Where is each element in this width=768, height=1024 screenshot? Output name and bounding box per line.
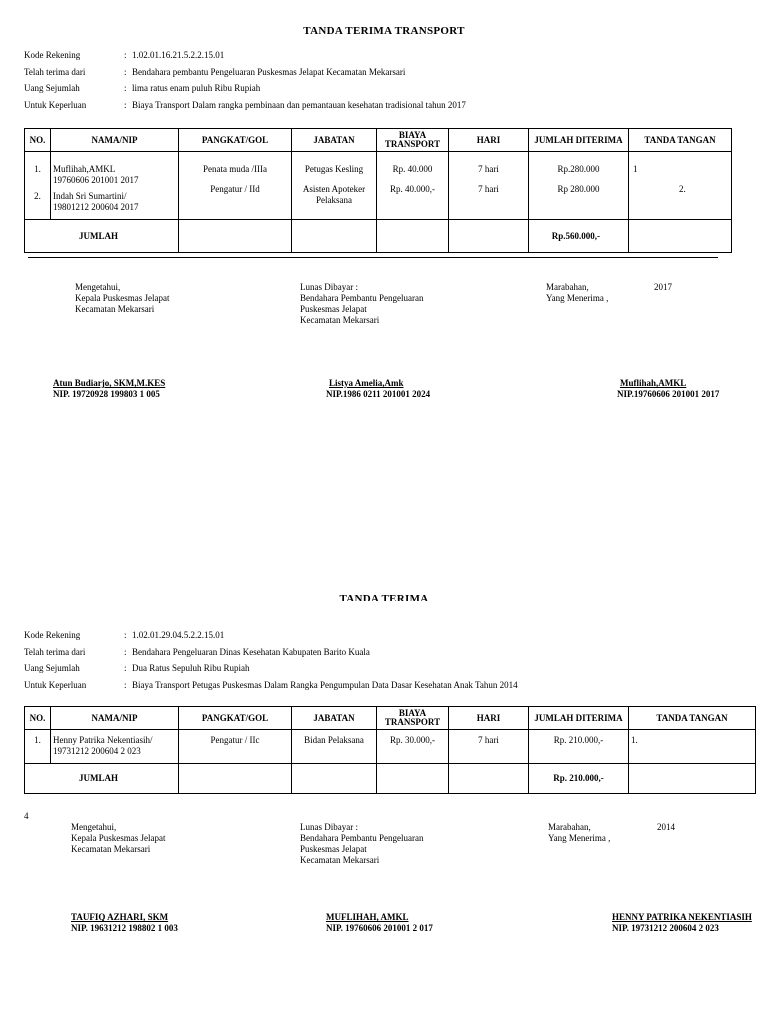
doc1-meta-sejumlah [24,82,260,94]
meta-label: Untuk Keperluan [24,680,87,690]
col-header-pangkat: PANGKAT/GOL [179,129,292,152]
cell-empty [449,764,529,794]
sign-line: Bendahara Pembantu Pengeluaran [300,293,424,303]
doc1-meta-keperluan [24,99,466,111]
doc2-title: TANDA TERIMA [339,593,429,601]
row-name: Muflihah,AMKL [53,164,116,174]
row-jumlah: Rp. 210.000,- [529,730,629,764]
row-ttd: 1. [629,730,756,764]
doc2-meta-dari [24,646,370,658]
meta-sep: : [124,680,127,690]
sign-line: Kecamatan Mekarsari [75,304,155,314]
col-header-hari: HARI [449,707,529,730]
cell-nama [51,730,179,764]
signer-name: MUFLIHAH, AMKL [326,912,409,922]
doc1-signer-left [53,378,165,400]
meta-label: Uang Sejumlah [24,83,80,93]
cell-empty [179,764,292,794]
sign-line: Puskesmas Jelapat [300,304,367,314]
table-total-row [25,764,756,794]
sign-line: Puskesmas Jelapat [300,844,367,854]
meta-label: Kode Rekening [24,50,81,60]
total-value: Rp.560.000,- [529,220,629,253]
col-header-nama: NAMA/NIP [51,707,179,730]
row-ttd: 2. [679,184,686,194]
row-biaya: Rp. 40.000,- [390,184,435,194]
col-header-biaya: BIAYA TRANSPORT [377,707,449,730]
cell-empty [179,220,292,253]
col-header-no: NO. [25,707,51,730]
doc1-meta-dari [24,66,405,78]
cell-jumlah [529,152,629,220]
sign-line: Kecamatan Mekarsari [71,844,151,854]
cell-empty [377,764,449,794]
cell-nama [51,152,179,220]
signer-name: TAUFIQ AZHARI, SKM [71,912,169,922]
doc1-sign-mid [300,282,423,326]
signer-nip: NIP. 19731212 200604 2 023 [612,923,719,933]
row-jabatan: Asisten Apoteker Pelaksana [302,184,366,205]
cell-empty [629,764,756,794]
cell-empty [292,220,377,253]
cell-ttd [629,152,732,220]
meta-value: Bendahara pembantu Pengeluaran Puskesmas Jelapat Kecamatan Mekarsari [132,67,406,77]
signer-name: Atun Budiarjo, SKM,M.KES [53,378,166,388]
doc1-sign-year: 2017 [654,282,672,292]
total-label: JUMLAH [25,764,179,794]
col-header-no: NO. [25,129,51,152]
doc1-meta-kode [24,49,224,61]
doc1-sign-right [546,282,608,304]
meta-value: Dua Ratus Sepuluh Ribu Rupiah [132,663,250,673]
sign-line: Mengetahui, [71,822,117,832]
meta-sep: : [124,100,127,110]
sign-line: Kecamatan Mekarsari [300,315,380,325]
table-header-row [25,707,756,730]
row-no: 1. [34,164,41,174]
doc2-table [24,706,756,794]
col-header-hari: HARI [449,129,529,152]
sign-line: Lunas Dibayar : [300,282,358,292]
cell-pangkat [179,152,292,220]
row-jabatan: Petugas Kesling [304,164,364,174]
row-pangkat: Penata muda /IIIa [203,164,267,174]
meta-label: Uang Sejumlah [24,663,80,673]
doc2-meta-sejumlah [24,662,250,674]
meta-label: Kode Rekening [24,630,81,640]
cell-empty [377,220,449,253]
table-row [25,152,732,220]
doc1-sign-left [75,282,169,315]
meta-sep: : [124,83,127,93]
doc2-meta-keperluan [24,679,518,691]
row-nip: 19760606 201001 2017 [53,175,139,185]
signer-nip: NIP. 19631212 198802 1 003 [71,923,178,933]
row-ttd: 1 [633,164,638,174]
signer-nip: NIP. 19720928 199803 1 005 [53,389,160,399]
col-header-jumlah: JUMLAH DITERIMA [529,129,629,152]
col-header-ttd: TANDA TANGAN [629,707,756,730]
row-jabatan: Bidan Pelaksana [292,730,377,764]
signer-name: HENNY PATRIKA NEKENTIASIH [612,912,752,922]
meta-sep: : [124,647,127,657]
page-mark: 4 [24,811,29,821]
table-row [25,730,756,764]
doc2-signer-mid [326,912,433,934]
row-nip: 19801212 200604 2017 [53,202,139,212]
doc1-signer-mid [326,378,430,400]
row-hari: 7 hari [478,184,499,194]
row-pangkat: Pengatur / IId [210,184,260,194]
doc2-sign-right [548,822,610,844]
meta-value: Biaya Transport Dalam rangka pembinaan dan pemantauan kesehatan tradisional tahun 2017 [132,100,466,110]
doc1-title: TANDA TERIMA TRANSPORT [303,25,465,37]
signer-name: Muflihah,AMKL [620,378,687,388]
col-header-jumlah: JUMLAH DITERIMA [529,707,629,730]
row-biaya: Rp. 30.000,- [377,730,449,764]
total-label: JUMLAH [25,220,179,253]
row-name: Indah Sri Sumartini/ [53,191,127,201]
col-header-pangkat: PANGKAT/GOL [179,707,292,730]
signer-name: Listya Amelia,Amk [329,378,404,388]
doc1-table [24,128,732,253]
cell-biaya [377,152,449,220]
cell-jabatan [292,152,377,220]
meta-value: 1.02.01.29.04.5.2.2.15.01 [132,630,225,640]
doc2-sign-year: 2014 [657,822,675,832]
sign-line: Mengetahui, [75,282,121,292]
meta-sep: : [124,630,127,640]
meta-value: lima ratus enam puluh Ribu Rupiah [132,83,261,93]
meta-label: Telah terima dari [24,647,86,657]
row-jumlah: Rp.280.000 [557,164,600,174]
sign-line: Yang Menerima , [548,833,611,843]
sign-line: Yang Menerima , [546,293,609,303]
meta-value: Biaya Transport Petugas Puskesmas Dalam Rangka Pengumpulan Data Dasar Kesehatan Anak Tahun 2014 [132,680,518,690]
sign-line: Lunas Dibayar : [300,822,358,832]
table-header-row [25,129,732,152]
signer-nip: NIP.1986 0211 201001 2024 [326,389,431,399]
meta-sep: : [124,50,127,60]
meta-value: Bendahara Pengeluaran Dinas Kesehatan Kabupaten Barito Kuala [132,647,370,657]
cell-hari [449,152,529,220]
doc2-signer-left [71,912,178,934]
doc2-sign-left [71,822,165,855]
total-value: Rp. 210.000,- [529,764,629,794]
sign-line: Kecamatan Mekarsari [300,855,380,865]
col-header-jabatan: JABATAN [292,707,377,730]
col-header-ttd: TANDA TANGAN [629,129,732,152]
doc2-sign-mid [300,822,423,866]
row-no: 2. [34,191,41,201]
meta-label: Untuk Keperluan [24,100,87,110]
meta-sep: : [124,663,127,673]
meta-sep: : [124,67,127,77]
cell-empty [449,220,529,253]
row-pangkat: Pengatur / IIc [179,730,292,764]
sign-line: Marabahan, [546,282,589,292]
sign-line: Kepala Puskesmas Jelapat [71,833,166,843]
row-hari: 7 hari [449,730,529,764]
row-biaya: Rp. 40.000 [392,164,433,174]
row-name: Henny Patrika Nekentiasih/ [53,735,153,745]
meta-label: Telah terima dari [24,67,86,77]
sign-line: Kepala Puskesmas Jelapat [75,293,170,303]
signer-nip: NIP.19760606 201001 2017 [617,389,720,399]
meta-value: 1.02.01.16.21.5.2.2.15.01 [132,50,225,60]
doc2-meta-kode [24,629,224,641]
sign-line: Bendahara Pembantu Pengeluaran [300,833,424,843]
table-total-row [25,220,732,253]
doc1-signer-right [617,378,719,400]
signer-nip: NIP. 19760606 201001 2 017 [326,923,433,933]
cell-no [25,152,51,220]
cell-empty [629,220,732,253]
row-nip: 19731212 200604 2 023 [53,746,141,756]
row-no: 1. [25,730,51,764]
sign-line: Marabahan, [548,822,591,832]
divider-line [28,257,718,258]
col-header-jabatan: JABATAN [292,129,377,152]
row-hari: 7 hari [478,164,499,174]
cell-empty [292,764,377,794]
row-jumlah: Rp 280.000 [557,184,600,194]
col-header-biaya: BIAYA TRANSPORT [377,129,449,152]
col-header-nama: NAMA/NIP [51,129,179,152]
doc2-signer-right [612,912,768,934]
